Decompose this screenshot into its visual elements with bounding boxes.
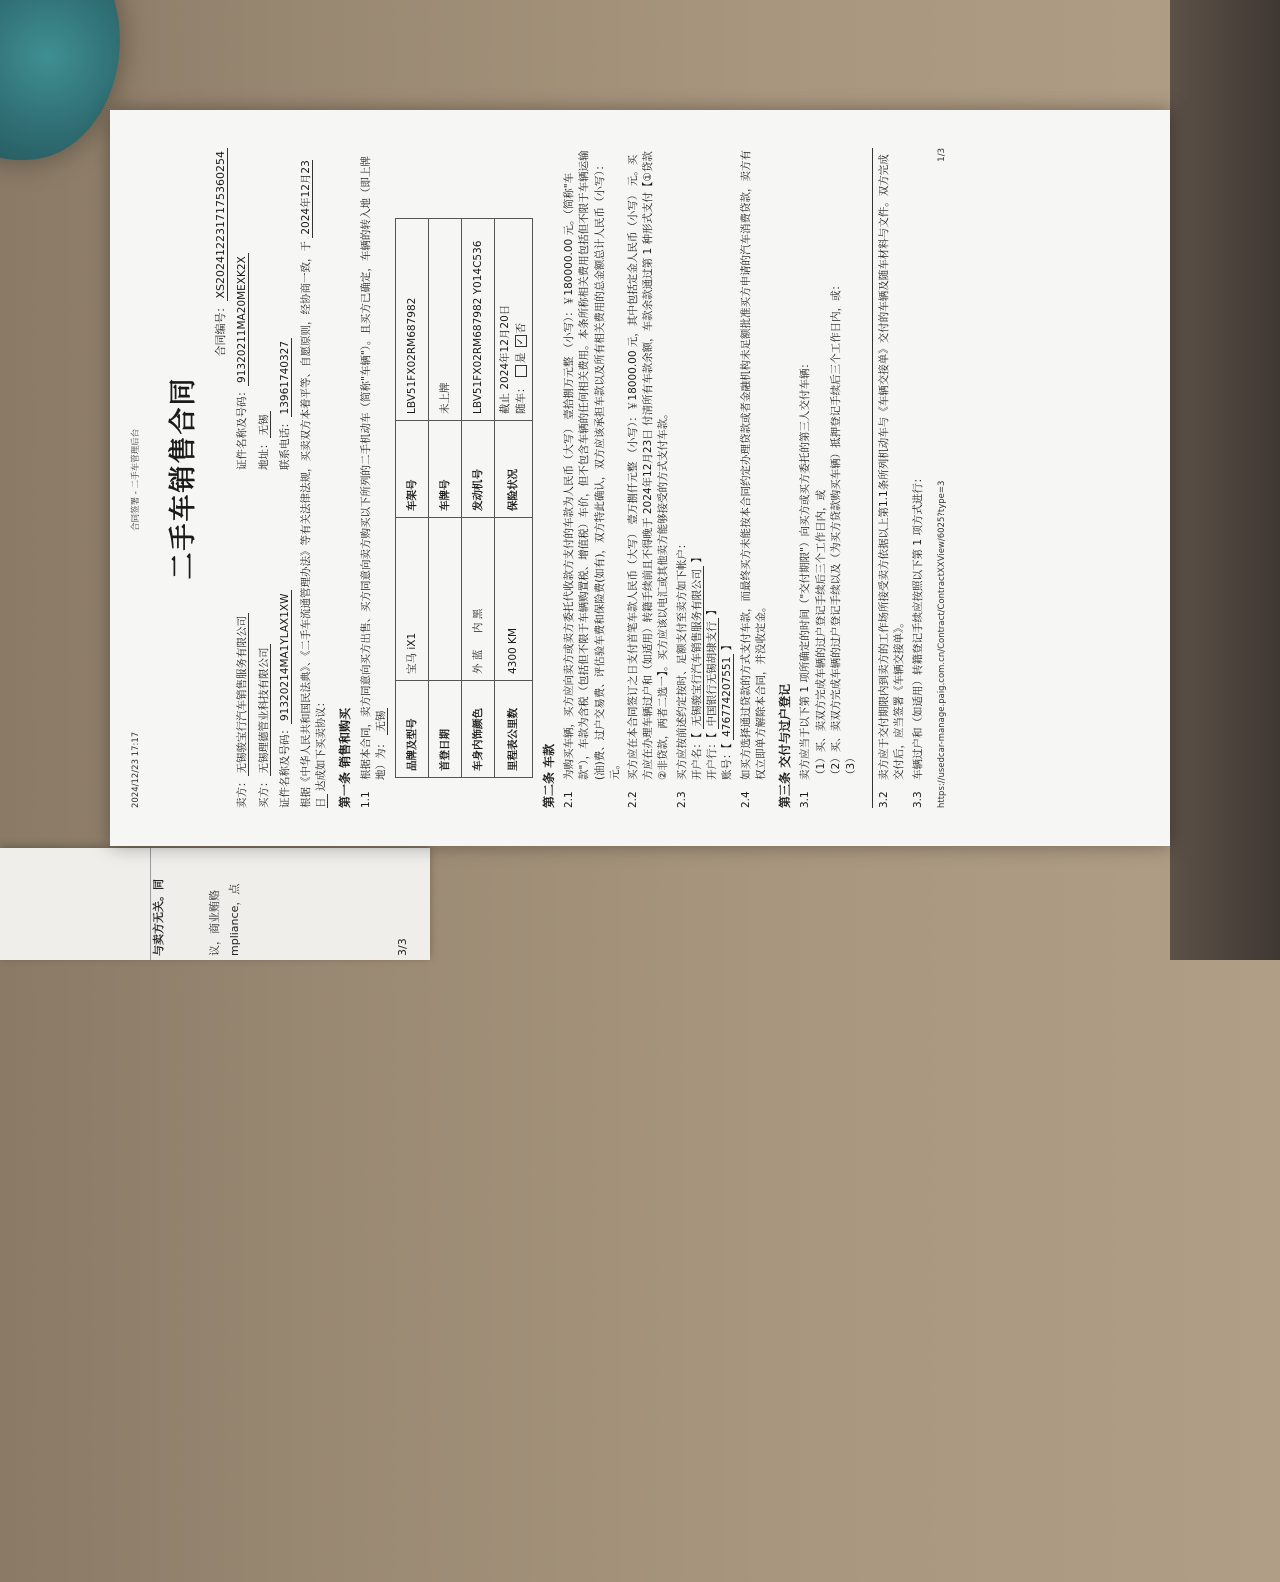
- account-bank: 开户行：【 中国银行无锡胡埭支行 】: [706, 604, 719, 780]
- second-sheet-page: 3/3: [396, 938, 409, 956]
- seller-name: 无锡骏宝行汽车销售服务有限公司: [236, 613, 249, 777]
- vehicle-reg-date: [429, 518, 462, 681]
- print-header: [130, 148, 142, 808]
- second-sheet-text: 议，商业贿赂: [208, 890, 221, 956]
- contract-title: 二手车销售合同: [168, 376, 200, 580]
- clause-1-1: 1.1 根据本合同，卖方同意向买方出售、买方同意向卖方购买以下所列的二手机动车（简称"车辆"）。且买方已确定，车辆的转入地（即上牌地）为： 无锡: [359, 156, 388, 808]
- clause-3-1: 3.1 卖方应当于以下第 1 项所确定的时间（"交付期限"）向买方或买方委托的第三人交付车辆： （1）买、卖双方完成车辆的过户登记手续后三个工作日内，或 （2）买、卖双方完成车辆的过户登记手续以及（为买方贷款购买车辆）抵押登记手续后三个工作日内，或： （3）: [799, 279, 858, 808]
- checkbox-checked-icon: ✓: [515, 335, 527, 347]
- clause-2-4: 2.4 如买方选择通过贷款的方式支付车款，而最终买方未能按本合同约定办理贷款或者金融机构未足额批准买方申请的汽车消费贷款，卖方有权立即单方解除本合同，并没收定金。: [739, 150, 767, 808]
- background-dark-surface: [1170, 0, 1280, 960]
- vehicle-insurance: 截止 2024年12月20日 随车： 是 ✓否: [495, 219, 532, 421]
- clause-3-3: 3.3 车辆过户和（如适用）转籍登记手续应按照以下第 1 项方式进行：: [911, 472, 924, 808]
- account-number: 账号：【 476774207551 】: [721, 639, 734, 780]
- contract-sheet-wrap: [110, 148, 1170, 1582]
- section-3-title: 第三条 交付与过户登记: [777, 683, 792, 808]
- account-name: 开户名：【 无锡骏宝行汽车销售服务有限公司 】: [690, 552, 703, 780]
- clause-3-2: 3.2 卖方应于交付期限内到卖方的工作场所接受卖方依据以上第1.1条所列机动车与《车辆交接单》交付的车辆及随车材料与文件。双方完成交付后，应当签署《车辆交接单》。: [878, 154, 906, 808]
- print-system-title: 合同签署 - 二手车管理后台: [131, 428, 141, 531]
- clause-2-3: 2.3 买方应按前述约定按时、足额支付至卖方如下帐户： 开户名：【 无锡骏宝行汽车销售服务有限公司 】 开户行：【 中国银行无锡胡埭支行 】 账号：【 476774207551 】: [675, 148, 736, 808]
- checkbox-empty-icon: [515, 365, 527, 377]
- second-sheet-text: mpliance，点: [228, 883, 241, 956]
- vehicle-table: 品牌及型号 宝马 iX1 车架号 LBV51FX02RM687982 首登日期 车牌号 未上牌 车身内饰颜色 外 蓝 内 黑 发动机号 LBV51FX02RM687982 Y014C536 里程表公里数 4300 KM 保险状况 截止 2024年12月20日 随车： 是 ✓否: [395, 218, 532, 778]
- footer-page: 1/3: [936, 148, 947, 162]
- section-2-title: 第二条 车款: [541, 743, 556, 808]
- vehicle-brand: 宝马 iX1: [396, 518, 429, 681]
- buyer-name: 无锡理德管业科技有限公司: [258, 645, 271, 777]
- vehicle-color: 外 蓝 内 黑: [462, 518, 495, 681]
- section-1-title: 第一条 销售和购买: [338, 707, 353, 808]
- intro-paragraph: 根据《中华人民共和国民法典》、《二手车流通管理办法》等有关法律法规，买卖双方本着平等、自愿原则，经协商一致，于 2024年12月23日 达成如下买卖协议：: [300, 160, 328, 808]
- vehicle-plate: 未上牌: [429, 219, 462, 421]
- buyer-cert-row: 证件名称及号码：91320214MA1YLAX1XW 联系电话：13961740327: [278, 148, 293, 808]
- vehicle-engine: LBV51FX02RM687982 Y014C536: [462, 219, 495, 421]
- buyer-cert: 91320214MA1YLAX1XW: [279, 590, 292, 724]
- print-timestamp: 2024/12/23 17:17: [131, 731, 141, 808]
- contract-number: 合同编号：XS2024122317175360254: [213, 148, 229, 808]
- clause-2-1: 2.1 为购买车辆，买方应向卖方或卖方委托代收款方支付的车款为人民币（大写） 壹拾捌万元整 （小写）：￥180000.00 元。（简称"车款"），车款为含税（包括但不限于车辆购置税、增值税）车价，但不包含车辆的任何相关费用。本条所称相关费用包括但不限于车辆运输(油)费、过户交易费、评估验车费和保险费(如有)，双方特此确认，双方应该承担车款以及所有相关费用的总金额总计人民币（小写）： 元。: [563, 150, 621, 808]
- print-footer: [936, 148, 948, 808]
- seller-cert: 91320211MA20MEXK2X: [236, 253, 249, 386]
- clause-2-2: 2.2 买方应在本合同签订之日支付首笔车款人民币（大写） 壹万捌仟元整 （小写）：￥18000.00 元，其中包括定金人民币（小写） 元。买方应在办理车辆过户和（如适用）转籍手续前且不得晚于 2024年12月23日 付清所有车款余额，车款余款通过第 1 种形式支付【①贷款②非贷款，两者二选一】。买方应该以电汇或其他卖方能够接受的方式支付车款。: [627, 151, 670, 808]
- vehicle-vin: LBV51FX02RM687982: [396, 219, 429, 421]
- footer-url: https://usedcar-manage.paig.com.cn/Contract/ContractXXView/6025?type=3: [936, 480, 947, 808]
- buyer-phone: 13961740327: [279, 338, 292, 418]
- contract-sheet: [110, 110, 1170, 846]
- divider: [871, 148, 873, 808]
- buyer-address: 无锡: [258, 411, 271, 438]
- seller-row: 卖方：无锡骏宝行汽车销售服务有限公司 证件名称及号码：91320211MA20MEXK2X: [235, 148, 250, 808]
- buyer-row: 买方：无锡理德管业科技有限公司 地址：无锡: [257, 148, 272, 808]
- teal-object: [0, 0, 120, 160]
- vehicle-mileage: 4300 KM: [495, 518, 532, 681]
- second-sheet-text: 与卖方无关。同: [152, 879, 165, 956]
